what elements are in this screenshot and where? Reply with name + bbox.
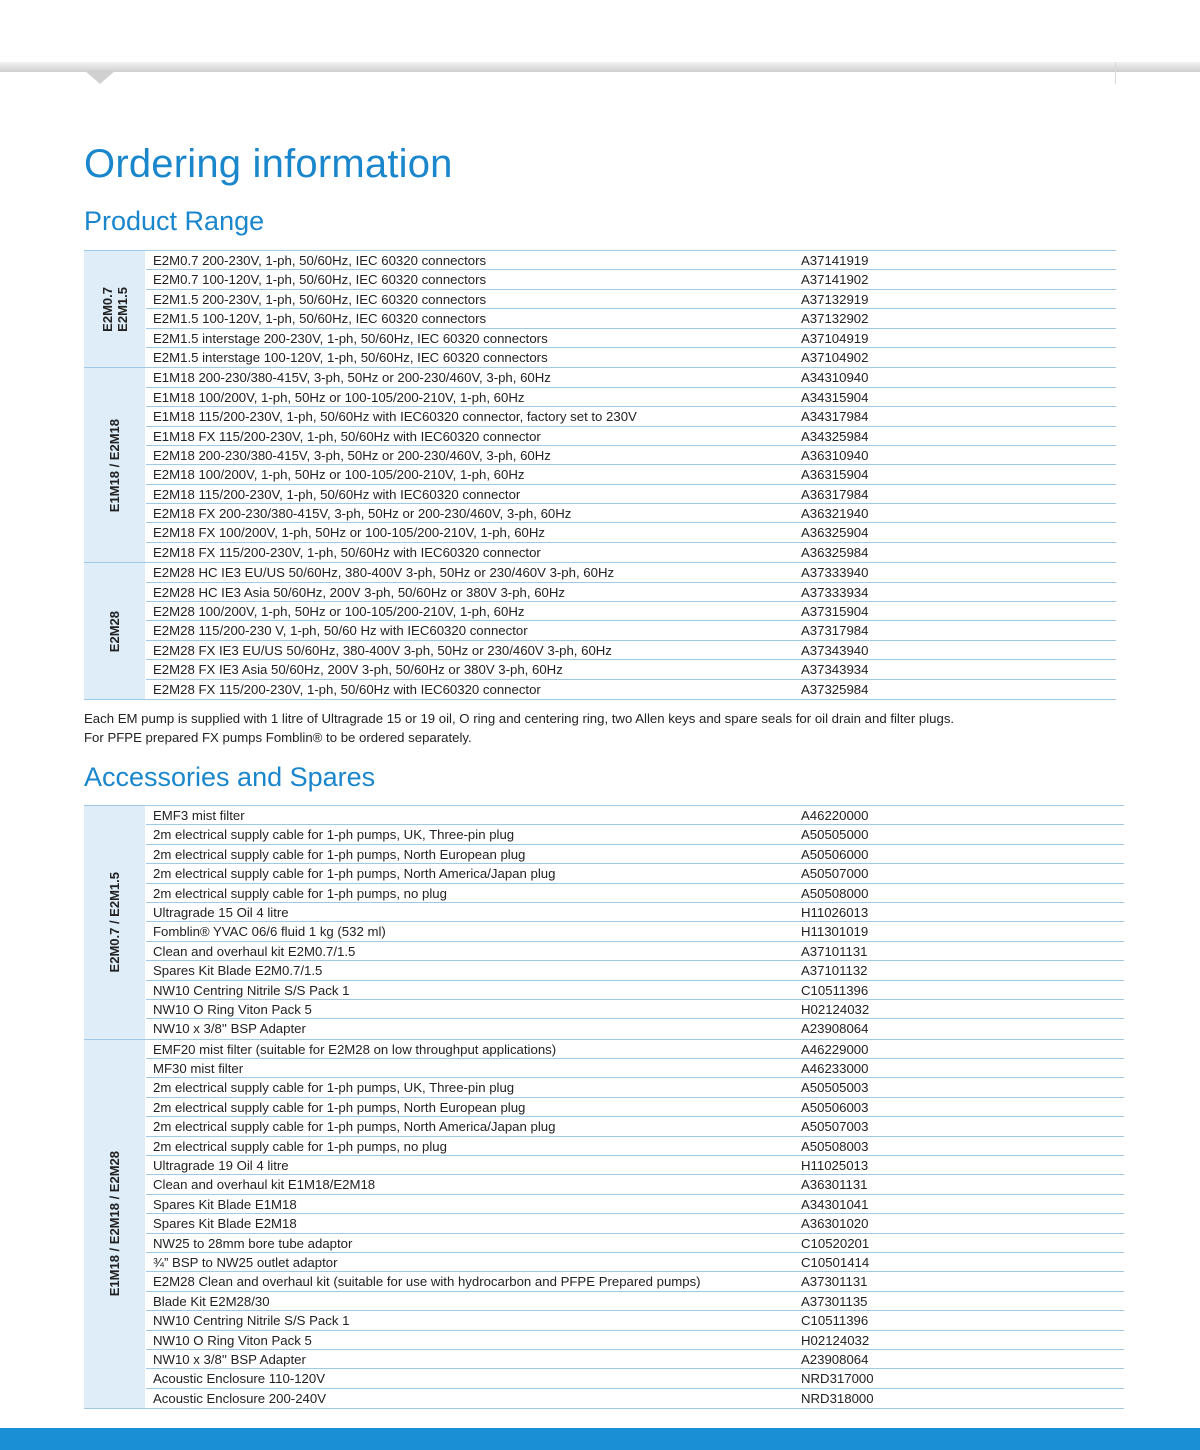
- item-description: E2M18 FX 100/200V, 1-ph, 50Hz or 100-105/200-210V, 1-ph, 60Hz: [153, 525, 545, 541]
- table-group: [84, 806, 1124, 1040]
- group-label: E1M18 / E2M18 / E2M28: [107, 1151, 122, 1297]
- item-description: E2M28 115/200-230 V, 1-ph, 50/60 Hz with IEC60320 connector: [153, 623, 528, 639]
- item-description: Acoustic Enclosure 200-240V: [153, 1390, 327, 1406]
- table-row: [146, 1078, 1124, 1097]
- item-description: E2M1.5 interstage 100-120V, 1-ph, 50/60Hz, IEC 60320 connectors: [153, 349, 548, 365]
- table-row: [146, 1019, 1124, 1038]
- item-description: EMF3 mist filter: [153, 808, 245, 823]
- item-code: C10511396: [801, 1313, 869, 1329]
- table-row: [146, 1369, 1124, 1388]
- item-code: A50505000: [801, 827, 869, 843]
- product-range-table: [84, 250, 1116, 700]
- item-code: A50507000: [801, 866, 869, 882]
- table-row: [146, 309, 1116, 328]
- product-range-heading: Product Range: [84, 206, 265, 236]
- item-code: A50506000: [801, 846, 869, 862]
- group-rows: [146, 1040, 1124, 1408]
- table-row: [146, 922, 1124, 941]
- table-row: [146, 1389, 1124, 1408]
- item-description: Blade Kit E2M28/30: [153, 1293, 270, 1309]
- item-code: A37141919: [801, 253, 869, 268]
- item-description: Spares Kit Blade E2M0.7/1.5: [153, 963, 323, 979]
- table-row: [146, 427, 1116, 446]
- item-description: NW10 Centring Nitrile S/S Pack 1: [153, 1313, 350, 1329]
- table-row: [146, 543, 1116, 562]
- item-description: 2m electrical supply cable for 1-ph pumps, North European plug: [153, 846, 526, 862]
- header-rule: [0, 62, 1200, 72]
- item-code: A34317984: [801, 409, 869, 425]
- table-row: [146, 368, 1116, 387]
- item-code: A36317984: [801, 486, 869, 502]
- table-row: [146, 1292, 1124, 1311]
- supply-note-line2: For PFPE prepared FX pumps Fomblin® to be ordered separately.: [84, 730, 472, 745]
- item-description: E2M18 FX 115/200-230V, 1-ph, 50/60Hz with IEC60320 connector: [153, 544, 541, 560]
- table-row: [146, 446, 1116, 465]
- table-row: [146, 583, 1116, 602]
- item-description: MF30 mist filter: [153, 1061, 244, 1077]
- footer-bar: [0, 1428, 1200, 1450]
- item-code: NRD318000: [801, 1390, 874, 1406]
- table-row: [146, 942, 1124, 961]
- table-row: [146, 1272, 1124, 1291]
- item-description: E2M1.5 interstage 200-230V, 1-ph, 50/60Hz, IEC 60320 connectors: [153, 330, 548, 346]
- group-label-cell: [84, 563, 146, 699]
- item-description: Spares Kit Blade E2M18: [153, 1216, 297, 1232]
- item-code: C10501414: [801, 1254, 870, 1270]
- table-row: [146, 845, 1124, 864]
- table-group: [84, 251, 1116, 368]
- table-row: [146, 602, 1116, 621]
- table-row: [146, 1059, 1124, 1078]
- item-code: A50505003: [801, 1080, 869, 1096]
- item-description: E2M0.7 100-120V, 1-ph, 50/60Hz, IEC 60320 connectors: [153, 272, 487, 288]
- group-label: E2M28: [107, 610, 122, 652]
- header-notch: [84, 70, 116, 84]
- item-description: E2M28 FX IE3 Asia 50/60Hz, 200V 3-ph, 50/60Hz or 380V 3-ph, 60Hz: [153, 662, 563, 678]
- item-description: 2m electrical supply cable for 1-ph pumps, North European plug: [153, 1099, 526, 1115]
- item-description: NW10 Centring Nitrile S/S Pack 1: [153, 982, 350, 998]
- item-code: A37343934: [801, 662, 869, 678]
- item-code: A37333934: [801, 584, 869, 600]
- group-label: E2M0.7 / E2M1.5: [107, 872, 122, 973]
- item-code: C10520201: [801, 1235, 870, 1251]
- table-row: [146, 1156, 1124, 1175]
- item-description: E2M18 100/200V, 1-ph, 50Hz or 100-105/200-210V, 1-ph, 60Hz: [153, 467, 525, 483]
- item-description: 2m electrical supply cable for 1-ph pumps, no plug: [153, 1138, 447, 1154]
- item-code: A37132919: [801, 291, 869, 307]
- item-description: Ultragrade 15 Oil 4 litre: [153, 904, 289, 920]
- item-code: A36315904: [801, 467, 869, 483]
- item-description: E1M18 100/200V, 1-ph, 50Hz or 100-105/200-210V, 1-ph, 60Hz: [153, 389, 525, 405]
- item-description: E2M28 FX 115/200-230V, 1-ph, 50/60Hz with IEC60320 connector: [153, 681, 541, 697]
- item-description: 2m electrical supply cable for 1-ph pumps, UK, Three-pin plug: [153, 1080, 515, 1096]
- table-row: [146, 680, 1116, 699]
- item-description: 2m electrical supply cable for 1-ph pumps, North America/Japan plug: [153, 866, 556, 882]
- item-description: E1M18 FX 115/200-230V, 1-ph, 50/60Hz with IEC60320 connector: [153, 428, 541, 444]
- item-description: Spares Kit Blade E1M18: [153, 1196, 297, 1212]
- item-code: A34310940: [801, 370, 869, 386]
- item-code: C10511396: [801, 982, 869, 998]
- item-description: NW10 x 3/8'' BSP Adapter: [153, 1021, 306, 1037]
- group-rows: [146, 806, 1124, 1039]
- table-row: [146, 864, 1124, 883]
- table-row: [146, 270, 1116, 289]
- supply-note-line1: Each EM pump is supplied with 1 litre of Ultragrade 15 or 19 oil, O ring and centering ring, two Allen keys and spare seals for oil drain and filter plugs.: [84, 711, 955, 726]
- table-row: [146, 329, 1116, 348]
- item-code: A36325904: [801, 525, 869, 541]
- table-row: [146, 1098, 1124, 1117]
- table-row: [146, 523, 1116, 542]
- table-row: [146, 388, 1116, 407]
- item-code: A37104919: [801, 330, 869, 346]
- item-description: E2M28 FX IE3 EU/US 50/60Hz, 380-400V 3-ph, 50Hz or 230/460V 3-ph, 60Hz: [153, 642, 612, 658]
- item-description: E2M18 FX 200-230/380-415V, 3-ph, 50Hz or 200-230/460V, 3-ph, 60Hz: [153, 506, 572, 522]
- item-code: A37101131: [801, 943, 868, 959]
- table-row: [146, 348, 1116, 367]
- supply-note: [84, 709, 954, 747]
- header-tick: [1115, 62, 1116, 84]
- item-code: H11025013: [801, 1158, 869, 1174]
- item-description: Clean and overhaul kit E2M0.7/1.5: [153, 943, 356, 959]
- table-row: [146, 660, 1116, 679]
- item-description: 2m electrical supply cable for 1-ph pumps, no plug: [153, 885, 447, 901]
- item-description: E2M28 HC IE3 Asia 50/60Hz, 200V 3-ph, 50/60Hz or 380V 3-ph, 60Hz: [153, 584, 565, 600]
- table-row: [146, 621, 1116, 640]
- table-row: [146, 1234, 1124, 1253]
- item-description: E2M1.5 200-230V, 1-ph, 50/60Hz, IEC 60320 connectors: [153, 291, 487, 307]
- item-description: E2M18 115/200-230V, 1-ph, 50/60Hz with IEC60320 connector: [153, 486, 521, 502]
- table-row: [146, 1175, 1124, 1194]
- item-code: A37141902: [801, 272, 869, 288]
- item-description: NW10 O Ring Viton Pack 5: [153, 1001, 312, 1017]
- item-code: A37325984: [801, 681, 869, 697]
- item-description: E2M28 HC IE3 EU/US 50/60Hz, 380-400V 3-ph, 50Hz or 230/460V 3-ph, 60Hz: [153, 565, 615, 581]
- table-row: [146, 1214, 1124, 1233]
- table-group: [84, 563, 1116, 700]
- item-code: A50508000: [801, 885, 869, 901]
- table-row: [146, 981, 1124, 1000]
- table-row: [146, 1195, 1124, 1214]
- item-description: E1M18 115/200-230V, 1-ph, 50/60Hz with IEC60320 connector, factory set to 230V: [153, 409, 637, 425]
- item-code: A36321940: [801, 506, 869, 522]
- item-description: NW25 to 28mm bore tube adaptor: [153, 1235, 353, 1251]
- item-description: Acoustic Enclosure 110-120V: [153, 1371, 326, 1387]
- table-row: [146, 1000, 1124, 1019]
- item-code: A46229000: [801, 1041, 869, 1057]
- group-label: E2M0.7 E2M1.5: [99, 286, 130, 332]
- item-code: A37101132: [801, 963, 868, 979]
- item-description: E1M18 200-230/380-415V, 3-ph, 50Hz or 200-230/460V, 3-ph, 60Hz: [153, 370, 551, 386]
- table-row: [146, 290, 1116, 309]
- item-description: E2M1.5 100-120V, 1-ph, 50/60Hz, IEC 60320 connectors: [153, 311, 487, 327]
- item-description: E2M18 200-230/380-415V, 3-ph, 50Hz or 200-230/460V, 3-ph, 60Hz: [153, 447, 551, 463]
- item-description: Ultragrade 19 Oil 4 litre: [153, 1158, 289, 1174]
- item-code: H02124032: [801, 1332, 870, 1348]
- item-code: NRD317000: [801, 1371, 874, 1387]
- group-rows: [146, 563, 1116, 699]
- group-rows: [146, 251, 1116, 367]
- item-description: E2M28 Clean and overhaul kit (suitable for use with hydrocarbon and PFPE Prepared pumps): [153, 1274, 701, 1290]
- item-code: A37333940: [801, 565, 869, 581]
- item-code: A46233000: [801, 1061, 869, 1077]
- accessories-heading: Accessories and Spares: [84, 762, 376, 792]
- item-code: A34315904: [801, 389, 869, 405]
- item-code: H11026013: [801, 904, 869, 920]
- group-label-cell: [84, 1040, 146, 1408]
- table-row: [146, 1331, 1124, 1350]
- table-row: [146, 251, 1116, 270]
- table-row: [146, 884, 1124, 903]
- table-row: [146, 961, 1124, 980]
- item-code: A23908064: [801, 1351, 869, 1367]
- item-code: A37343940: [801, 642, 869, 658]
- item-description: Fomblin® YVAC 06/6 fluid 1 kg (532 ml): [153, 924, 386, 940]
- item-description: 2m electrical supply cable for 1-ph pumps, North America/Japan plug: [153, 1119, 556, 1135]
- item-code: A36301131: [801, 1177, 868, 1193]
- item-code: A37132902: [801, 311, 869, 327]
- accessories-table: [84, 805, 1124, 1409]
- table-row: [146, 1117, 1124, 1136]
- table-row: [146, 806, 1124, 825]
- table-row: [146, 641, 1116, 660]
- item-description: NW10 x 3/8'' BSP Adapter: [153, 1351, 306, 1367]
- item-description: E2M28 100/200V, 1-ph, 50Hz or 100-105/200-210V, 1-ph, 60Hz: [153, 604, 525, 620]
- item-code: A23908064: [801, 1021, 869, 1037]
- item-code: H02124032: [801, 1001, 870, 1017]
- item-description: 2m electrical supply cable for 1-ph pumps, UK, Three-pin plug: [153, 827, 515, 843]
- item-code: A34325984: [801, 428, 869, 444]
- table-row: [146, 1350, 1124, 1369]
- item-code: A46220000: [801, 808, 869, 823]
- item-code: A37301131: [801, 1274, 868, 1290]
- item-code: A36325984: [801, 544, 869, 560]
- table-row: [146, 903, 1124, 922]
- item-code: A36310940: [801, 447, 869, 463]
- item-code: H11301019: [801, 924, 869, 940]
- item-code: A50508003: [801, 1138, 869, 1154]
- item-code: A50506003: [801, 1099, 869, 1115]
- table-row: [146, 563, 1116, 582]
- item-code: A36301020: [801, 1216, 869, 1232]
- item-description: E2M0.7 200-230V, 1-ph, 50/60Hz, IEC 60320 connectors: [153, 253, 487, 268]
- table-row: [146, 825, 1124, 844]
- table-row: [146, 485, 1116, 504]
- group-label-cell: [84, 368, 146, 562]
- item-code: A37104902: [801, 349, 869, 365]
- table-group: [84, 368, 1116, 563]
- item-code: A50507003: [801, 1119, 869, 1135]
- table-row: [146, 1137, 1124, 1156]
- table-row: [146, 407, 1116, 426]
- item-code: A37301135: [801, 1293, 868, 1309]
- item-code: A37315904: [801, 604, 869, 620]
- group-label-cell: [84, 806, 146, 1039]
- item-code: A34301041: [801, 1196, 869, 1212]
- table-group: [84, 1040, 1124, 1409]
- item-description: NW10 O Ring Viton Pack 5: [153, 1332, 312, 1348]
- group-label-cell: [84, 251, 146, 367]
- group-rows: [146, 368, 1116, 562]
- table-row: [146, 1311, 1124, 1330]
- table-row: [146, 1253, 1124, 1272]
- page-title: Ordering information: [84, 142, 453, 186]
- table-row: [146, 504, 1116, 523]
- item-description: Clean and overhaul kit E1M18/E2M18: [153, 1177, 376, 1193]
- item-description: EMF20 mist filter (suitable for E2M28 on low throughput applications): [153, 1041, 557, 1057]
- item-description: ¾” BSP to NW25 outlet adaptor: [153, 1254, 338, 1270]
- table-row: [146, 1040, 1124, 1059]
- item-code: A37317984: [801, 623, 869, 639]
- group-label: E1M18 / E2M18: [107, 418, 122, 512]
- table-row: [146, 465, 1116, 484]
